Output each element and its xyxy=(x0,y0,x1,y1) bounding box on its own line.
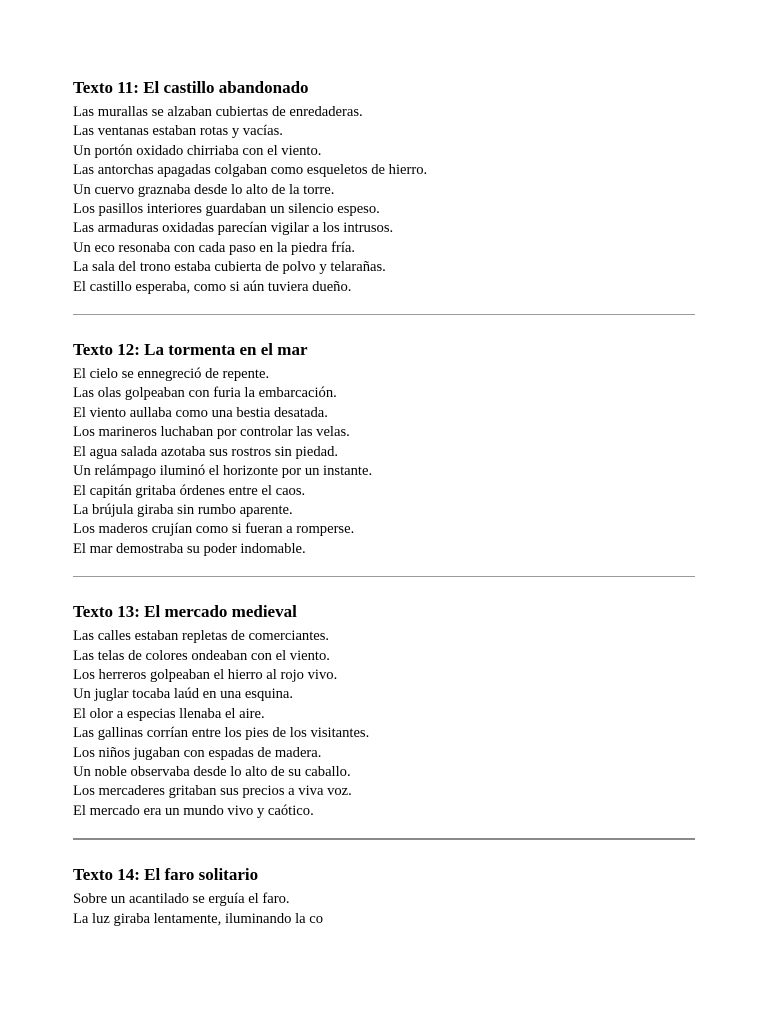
text-line: Las armaduras oxidadas parecían vigilar a los intrusos. xyxy=(73,220,394,237)
text-line: La luz giraba lentamente, iluminando la co xyxy=(73,910,324,927)
text-line: Un relámpago iluminó el horizonte por un instante. xyxy=(73,463,373,480)
text-line: Las murallas se alzaban cubiertas de enredaderas. xyxy=(73,104,363,120)
text-line: Un cuervo graznaba desde lo alto de la torre. xyxy=(73,181,335,198)
text-line: El agua salada azotaba sus rostros sin piedad. xyxy=(73,443,339,460)
text-section-13 xyxy=(73,602,695,821)
text-line: La sala del trono estaba cubierta de polvo y telarañas. xyxy=(73,259,386,276)
text-line: Las olas golpeaban con furia la embarcación. xyxy=(73,385,337,402)
section-body xyxy=(73,365,695,559)
text-line: La brújula giraba sin rumbo aparente. xyxy=(73,501,293,518)
section-title: Texto 14: El faro solitario xyxy=(73,865,259,885)
section-body xyxy=(73,627,695,821)
text-line: Los niños jugaban con espadas de madera. xyxy=(73,744,322,761)
text-line: Sobre un acantilado se erguía el faro. xyxy=(73,891,290,908)
text-line: El viento aullaba como una bestia desatada. xyxy=(73,404,328,421)
text-line: Un eco resonaba con cada paso en la piedra fría. xyxy=(73,239,356,256)
text-line: Un portón oxidado chirriaba con el viento. xyxy=(73,142,322,159)
text-line: Las antorchas apagadas colgaban como esqueletos de hierro. xyxy=(73,162,428,179)
section-title: Texto 11: El castillo abandonado xyxy=(73,78,309,97)
text-line: Los marineros luchaban por controlar las velas. xyxy=(73,424,350,441)
text-line: El capitán gritaba órdenes entre el caos. xyxy=(73,482,306,499)
text-line: El castillo esperaba, como si aún tuviera dueño. xyxy=(73,278,352,295)
section-body xyxy=(73,103,695,297)
text-line: Un noble observaba desde lo alto de su caballo. xyxy=(73,763,351,780)
text-line: Los pasillos interiores guardaban un silencio espeso. xyxy=(73,201,380,218)
text-line: El mercado era un mundo vivo y caótico. xyxy=(73,802,314,819)
text-line: Los mercaderes gritaban sus precios a viva voz. xyxy=(73,783,352,800)
text-line: Las gallinas corrían entre los pies de los visitantes. xyxy=(73,725,370,742)
text-line: El cielo se ennegreció de repente. xyxy=(73,366,270,383)
text-line: El mar demostraba su poder indomable. xyxy=(73,540,306,557)
section-body xyxy=(73,890,695,929)
text-section-14 xyxy=(73,865,695,929)
section-title: Texto 13: El mercado medieval xyxy=(73,602,297,622)
text-line: Las ventanas estaban rotas y vacías. xyxy=(73,123,283,140)
text-section-11 xyxy=(73,78,695,297)
document-page xyxy=(73,78,695,929)
section-divider xyxy=(73,838,695,840)
text-line: Un juglar tocaba laúd en una esquina. xyxy=(73,686,294,703)
text-line: Los herreros golpeaban el hierro al rojo vivo. xyxy=(73,666,338,683)
text-section-12 xyxy=(73,340,695,559)
section-divider xyxy=(73,314,695,315)
text-line: Las calles estaban repletas de comerciantes. xyxy=(73,628,330,645)
text-line: Los maderos crujían como si fueran a romperse. xyxy=(73,521,355,538)
text-line: El olor a especias llenaba el aire. xyxy=(73,705,265,722)
section-divider xyxy=(73,576,695,577)
text-line: Las telas de colores ondeaban con el viento. xyxy=(73,647,330,664)
section-title: Texto 12: La tormenta en el mar xyxy=(73,340,308,360)
